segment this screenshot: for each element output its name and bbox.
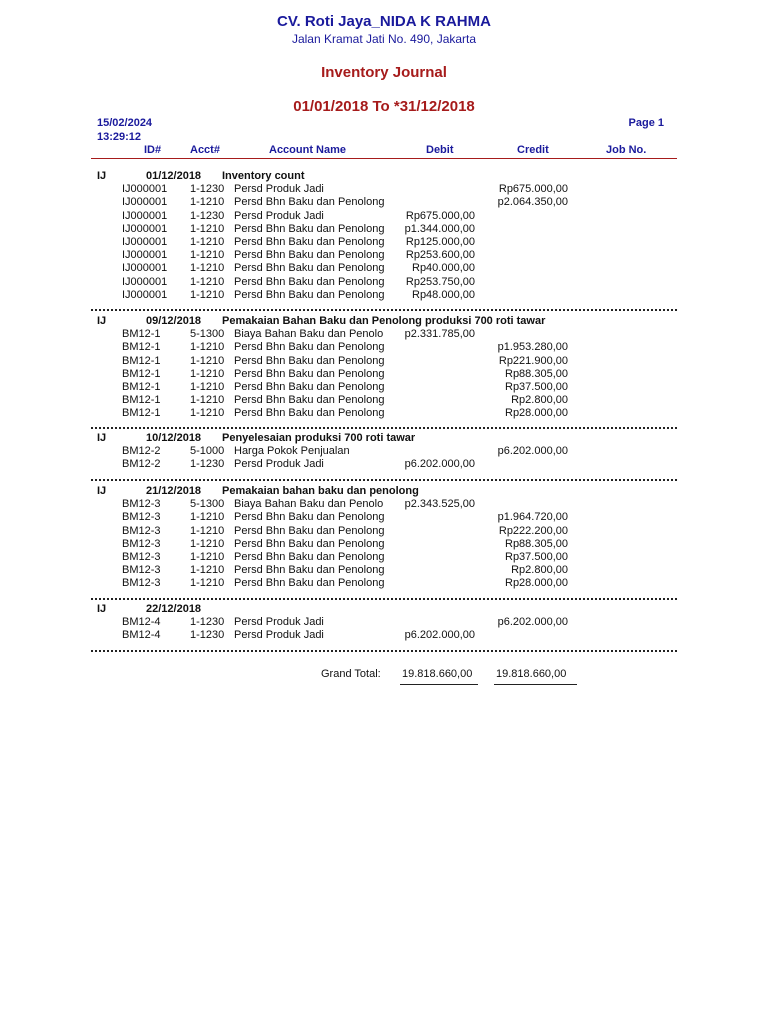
debit-amount: Rp675.000,00 (405, 209, 475, 222)
entry-id: BM12-1 (122, 380, 161, 393)
journal-row (0, 236, 768, 249)
entry-id: BM12-2 (122, 458, 161, 471)
account-number: 1-1210 (190, 354, 225, 367)
credit-amount: Rp37.500,00 (505, 550, 568, 563)
account-number: 1-1210 (190, 394, 225, 407)
account-number: 1-1210 (190, 249, 225, 262)
entry-id: BM12-3 (122, 550, 161, 563)
group-description: Pemakaian bahan baku dan penolong (222, 485, 419, 497)
account-number: 1-1210 (190, 407, 225, 420)
journal-row (0, 262, 768, 275)
entry-id: BM12-1 (122, 328, 161, 341)
account-name: Persd Bhn Baku dan Penolong (234, 564, 385, 577)
group-description: Pemakaian Bahan Baku dan Penolong produksi 700 roti tawar (222, 315, 546, 327)
credit-amount: Rp88.305,00 (505, 367, 568, 380)
credit-amount: p1.964.720,00 (497, 511, 568, 524)
journal-group (0, 485, 768, 591)
debit-amount: p6.202.000,00 (404, 458, 475, 471)
account-name: Biaya Bahan Baku dan Penolo (234, 328, 384, 341)
group-separator (91, 598, 677, 600)
journal-row (0, 551, 768, 564)
credit-amount: Rp221.900,00 (498, 354, 568, 367)
journal-row (0, 368, 768, 381)
journal-group (0, 603, 768, 643)
group-type: IJ (97, 315, 107, 327)
account-number: 1-1210 (190, 524, 225, 537)
journal-row (0, 407, 768, 420)
journal-row (0, 328, 768, 341)
account-name: Persd Bhn Baku dan Penolong (234, 407, 385, 420)
account-number: 1-1210 (190, 235, 225, 248)
account-name: Persd Produk Jadi (234, 616, 324, 629)
grand-total-credit: 19.818.660,00 (496, 668, 567, 680)
total-debit-underline (400, 684, 478, 685)
journal-row (0, 511, 768, 524)
group-type: IJ (97, 485, 107, 497)
account-name: Persd Produk Jadi (234, 458, 324, 471)
account-number: 1-1210 (190, 367, 225, 380)
journal-row (0, 289, 768, 302)
account-number: 1-1210 (190, 341, 225, 354)
entry-id: IJ000001 (122, 288, 168, 301)
debit-amount: Rp125.000,00 (405, 235, 475, 248)
journal-group (0, 432, 768, 472)
col-header-job: Job No. (606, 144, 647, 156)
entry-id: IJ000001 (122, 235, 168, 248)
group-header-row (0, 315, 768, 328)
group-separator (91, 650, 677, 652)
credit-amount: Rp28.000,00 (505, 577, 568, 590)
print-date: 15/02/2024 (97, 117, 153, 129)
account-number: 5-1000 (190, 445, 225, 458)
credit-amount: p6.202.000,00 (497, 445, 568, 458)
account-number: 1-1230 (190, 616, 225, 629)
group-date: 09/12/2018 (146, 315, 202, 327)
account-name: Persd Bhn Baku dan Penolong (234, 550, 385, 563)
account-number: 1-1210 (190, 196, 225, 209)
debit-amount: Rp40.000,00 (412, 262, 475, 275)
group-type: IJ (97, 432, 107, 444)
group-date: 22/12/2018 (146, 603, 202, 615)
entry-id: BM12-3 (122, 537, 161, 550)
account-name: Persd Bhn Baku dan Penolong (234, 380, 385, 393)
credit-amount: Rp2.800,00 (511, 394, 568, 407)
journal-row (0, 394, 768, 407)
journal-row (0, 629, 768, 642)
entry-id: BM12-3 (122, 511, 161, 524)
journal-row (0, 525, 768, 538)
credit-amount: p6.202.000,00 (497, 616, 568, 629)
col-header-credit: Credit (517, 144, 549, 156)
group-separator (91, 309, 677, 311)
group-header-row (0, 603, 768, 616)
entry-id: IJ000001 (122, 275, 168, 288)
page-number: Page 1 (628, 117, 664, 129)
journal-row (0, 616, 768, 629)
account-name: Biaya Bahan Baku dan Penolo (234, 498, 384, 511)
entry-id: BM12-4 (122, 629, 161, 642)
entry-id: IJ000001 (122, 196, 168, 209)
account-number: 5-1300 (190, 498, 225, 511)
debit-amount: p6.202.000,00 (404, 629, 475, 642)
credit-amount: Rp28.000,00 (505, 407, 568, 420)
journal-row (0, 355, 768, 368)
account-name: Persd Bhn Baku dan Penolong (234, 249, 385, 262)
entry-id: BM12-1 (122, 367, 161, 380)
account-name: Persd Bhn Baku dan Penolong (234, 196, 385, 209)
account-number: 1-1210 (190, 550, 225, 563)
account-name: Persd Produk Jadi (234, 209, 324, 222)
account-name: Harga Pokok Penjualan (234, 445, 350, 458)
entry-id: BM12-1 (122, 354, 161, 367)
col-header-account-name: Account Name (269, 144, 347, 156)
col-header-acct: Acct# (190, 144, 220, 156)
account-number: 1-1230 (190, 629, 225, 642)
credit-amount: p1.953.280,00 (497, 341, 568, 354)
account-name: Persd Bhn Baku dan Penolong (234, 275, 385, 288)
journal-row (0, 341, 768, 354)
col-header-id: ID# (144, 144, 162, 156)
account-name: Persd Bhn Baku dan Penolong (234, 367, 385, 380)
journal-row (0, 538, 768, 551)
journal-row (0, 183, 768, 196)
account-number: 1-1210 (190, 222, 225, 235)
entry-id: IJ000001 (122, 183, 168, 196)
group-type: IJ (97, 603, 107, 615)
account-name: Persd Bhn Baku dan Penolong (234, 354, 385, 367)
account-number: 1-1230 (190, 209, 225, 222)
entry-id: BM12-2 (122, 445, 161, 458)
account-name: Persd Bhn Baku dan Penolong (234, 511, 385, 524)
entry-id: BM12-3 (122, 564, 161, 577)
account-name: Persd Bhn Baku dan Penolong (234, 262, 385, 275)
account-number: 1-1210 (190, 537, 225, 550)
grand-total-debit: 19.818.660,00 (402, 668, 473, 680)
journal-row (0, 445, 768, 458)
entry-id: BM12-1 (122, 407, 161, 420)
journal-row (0, 223, 768, 236)
account-number: 1-1230 (190, 183, 225, 196)
group-date: 10/12/2018 (146, 432, 202, 444)
report-title: Inventory Journal (321, 64, 447, 81)
entry-id: IJ000001 (122, 209, 168, 222)
group-header-row (0, 170, 768, 183)
credit-amount: Rp2.800,00 (511, 564, 568, 577)
total-credit-underline (494, 684, 577, 685)
credit-amount: p2.064.350,00 (497, 196, 568, 209)
entry-id: IJ000001 (122, 262, 168, 275)
account-name: Persd Bhn Baku dan Penolong (234, 524, 385, 537)
journal-row (0, 276, 768, 289)
group-description: Penyelesaian produksi 700 roti tawar (222, 432, 416, 444)
journal-group (0, 170, 768, 302)
account-name: Persd Bhn Baku dan Penolong (234, 537, 385, 550)
journal-row (0, 196, 768, 209)
group-date: 01/12/2018 (146, 170, 202, 182)
journal-row (0, 577, 768, 590)
account-number: 1-1210 (190, 288, 225, 301)
entry-id: BM12-3 (122, 498, 161, 511)
debit-amount: Rp253.600,00 (405, 249, 475, 262)
journal-row (0, 564, 768, 577)
grand-total-label: Grand Total: (321, 668, 381, 680)
entry-id: BM12-1 (122, 394, 161, 407)
credit-amount: Rp675.000,00 (498, 183, 568, 196)
account-number: 1-1210 (190, 577, 225, 590)
header-rule (91, 158, 677, 159)
credit-amount: Rp88.305,00 (505, 537, 568, 550)
journal-row (0, 498, 768, 511)
col-header-debit: Debit (426, 144, 454, 156)
journal-group (0, 315, 768, 421)
account-number: 1-1210 (190, 262, 225, 275)
account-name: Persd Bhn Baku dan Penolong (234, 288, 385, 301)
account-name: Persd Produk Jadi (234, 183, 324, 196)
debit-amount: p2.343.525,00 (404, 498, 475, 511)
credit-amount: Rp37.500,00 (505, 380, 568, 393)
debit-amount: Rp253.750,00 (405, 275, 475, 288)
journal-row (0, 249, 768, 262)
debit-amount: p1.344.000,00 (404, 222, 475, 235)
debit-amount: p2.331.785,00 (404, 328, 475, 341)
entry-id: BM12-3 (122, 577, 161, 590)
account-number: 5-1300 (190, 328, 225, 341)
account-name: Persd Bhn Baku dan Penolong (234, 235, 385, 248)
group-header-row (0, 432, 768, 445)
group-description: Inventory count (222, 170, 305, 182)
entry-id: BM12-1 (122, 341, 161, 354)
entry-id: BM12-4 (122, 616, 161, 629)
group-type: IJ (97, 170, 107, 182)
credit-amount: Rp222.200,00 (498, 524, 568, 537)
entry-id: IJ000001 (122, 249, 168, 262)
company-name: CV. Roti Jaya_NIDA K RAHMA (277, 13, 491, 30)
company-address: Jalan Kramat Jati No. 490, Jakarta (291, 32, 477, 46)
account-number: 1-1210 (190, 564, 225, 577)
journal-row (0, 458, 768, 471)
journal-row (0, 381, 768, 394)
account-number: 1-1210 (190, 275, 225, 288)
account-name: Persd Bhn Baku dan Penolong (234, 394, 385, 407)
account-name: Persd Bhn Baku dan Penolong (234, 341, 385, 354)
group-separator (91, 479, 677, 481)
account-name: Persd Produk Jadi (234, 629, 324, 642)
entry-id: BM12-3 (122, 524, 161, 537)
print-time: 13:29:12 (97, 131, 142, 143)
group-date: 21/12/2018 (146, 485, 202, 497)
account-number: 1-1210 (190, 380, 225, 393)
report-period: 01/01/2018 To *31/12/2018 (293, 98, 475, 115)
journal-row (0, 210, 768, 223)
account-number: 1-1230 (190, 458, 225, 471)
account-number: 1-1210 (190, 511, 225, 524)
group-separator (91, 427, 677, 429)
account-name: Persd Bhn Baku dan Penolong (234, 222, 385, 235)
account-name: Persd Bhn Baku dan Penolong (234, 577, 385, 590)
debit-amount: Rp48.000,00 (412, 288, 475, 301)
entry-id: IJ000001 (122, 222, 168, 235)
group-header-row (0, 485, 768, 498)
